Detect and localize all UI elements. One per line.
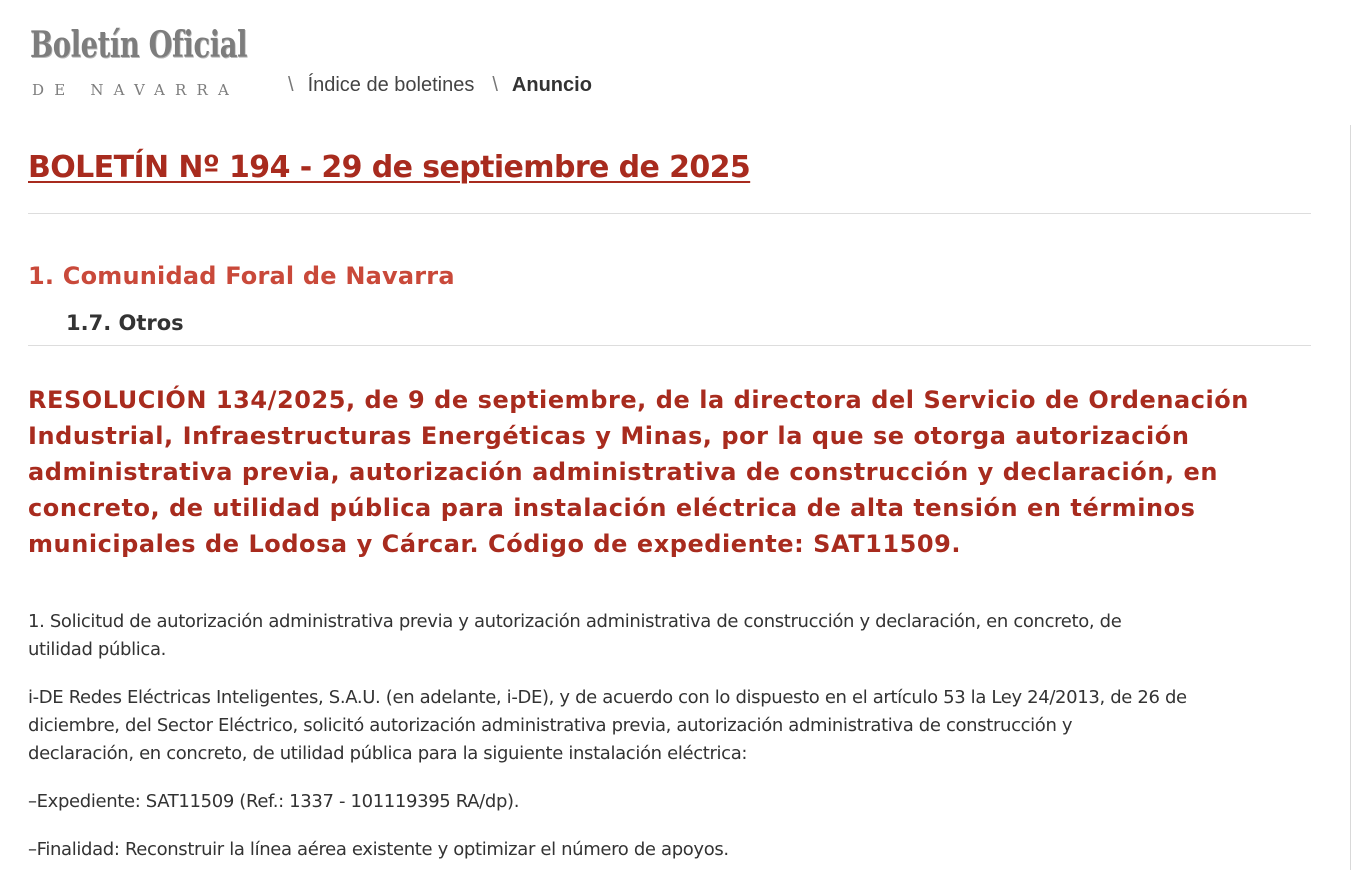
logo-subtitle: DE NAVARRA xyxy=(32,81,240,99)
subsection-title: 1.7. Otros xyxy=(66,311,184,335)
resolution-title-line: RESOLUCIÓN 134/2025, de 9 de septiembre, de la directora del Servicio de Ordenación xyxy=(28,386,1249,414)
resolution-title xyxy=(28,382,1328,562)
breadcrumb xyxy=(288,74,592,97)
resolution-title-line: Industrial, Infraestructuras Energéticas y Minas, por la que se otorga autorización xyxy=(28,422,1190,450)
body-paragraph xyxy=(28,608,1318,664)
body-line: –Finalidad: Reconstruir la línea aérea existente y optimizar el número de apoyos. xyxy=(28,839,729,860)
logo-title: Boletín Oficial xyxy=(30,24,248,66)
body-line: i-DE Redes Eléctricas Inteligentes, S.A.U. (en adelante, i-DE), y de acuerdo con lo dispuesto en el artículo 53 la Ley 24/2013, de 26 de xyxy=(28,687,1187,708)
body-paragraph xyxy=(28,836,1318,864)
body-paragraph xyxy=(28,788,1318,816)
site-header xyxy=(30,24,1320,104)
body-line: declaración, en concreto, de utilidad pública para la siguiente instalación eléctrica: xyxy=(28,743,748,764)
breadcrumb-separator: \ xyxy=(288,74,294,96)
resolution-title-line: municipales de Lodosa y Cárcar. Código de expediente: SAT11509. xyxy=(28,530,962,558)
boletin-oficial-logo[interactable] xyxy=(30,24,275,102)
announcement-body xyxy=(28,608,1318,884)
body-paragraph xyxy=(28,684,1318,768)
body-line: diciembre, del Sector Eléctrico, solicitó autorización administrativa previa, autorización administrativa de construcción y xyxy=(28,715,1073,736)
body-line: 1. Solicitud de autorización administrativa previa y autorización administrativa de construcción y declaración, en concreto, de xyxy=(28,611,1122,632)
resolution-title-line: concreto, de utilidad pública para instalación eléctrica de alta tensión en términos xyxy=(28,494,1196,522)
resolution-title-line: administrativa previa, autorización administrativa de construcción y declaración, en xyxy=(28,458,1218,486)
breadcrumb-current: Anuncio xyxy=(511,74,592,96)
breadcrumb-separator: \ xyxy=(492,74,498,96)
body-line: –Expediente: SAT11509 (Ref.: 1337 - 101119395 RA/dp). xyxy=(28,791,520,812)
divider xyxy=(28,213,1311,214)
page-right-border xyxy=(1350,125,1351,870)
body-line: utilidad pública. xyxy=(28,639,167,660)
breadcrumb-index-link[interactable]: Índice de boletines xyxy=(307,74,475,96)
bulletin-title-link[interactable]: BOLETÍN Nº 194 - 29 de septiembre de 2025 xyxy=(28,150,751,185)
section-title: 1. Comunidad Foral de Navarra xyxy=(28,262,455,290)
divider xyxy=(28,345,1311,346)
